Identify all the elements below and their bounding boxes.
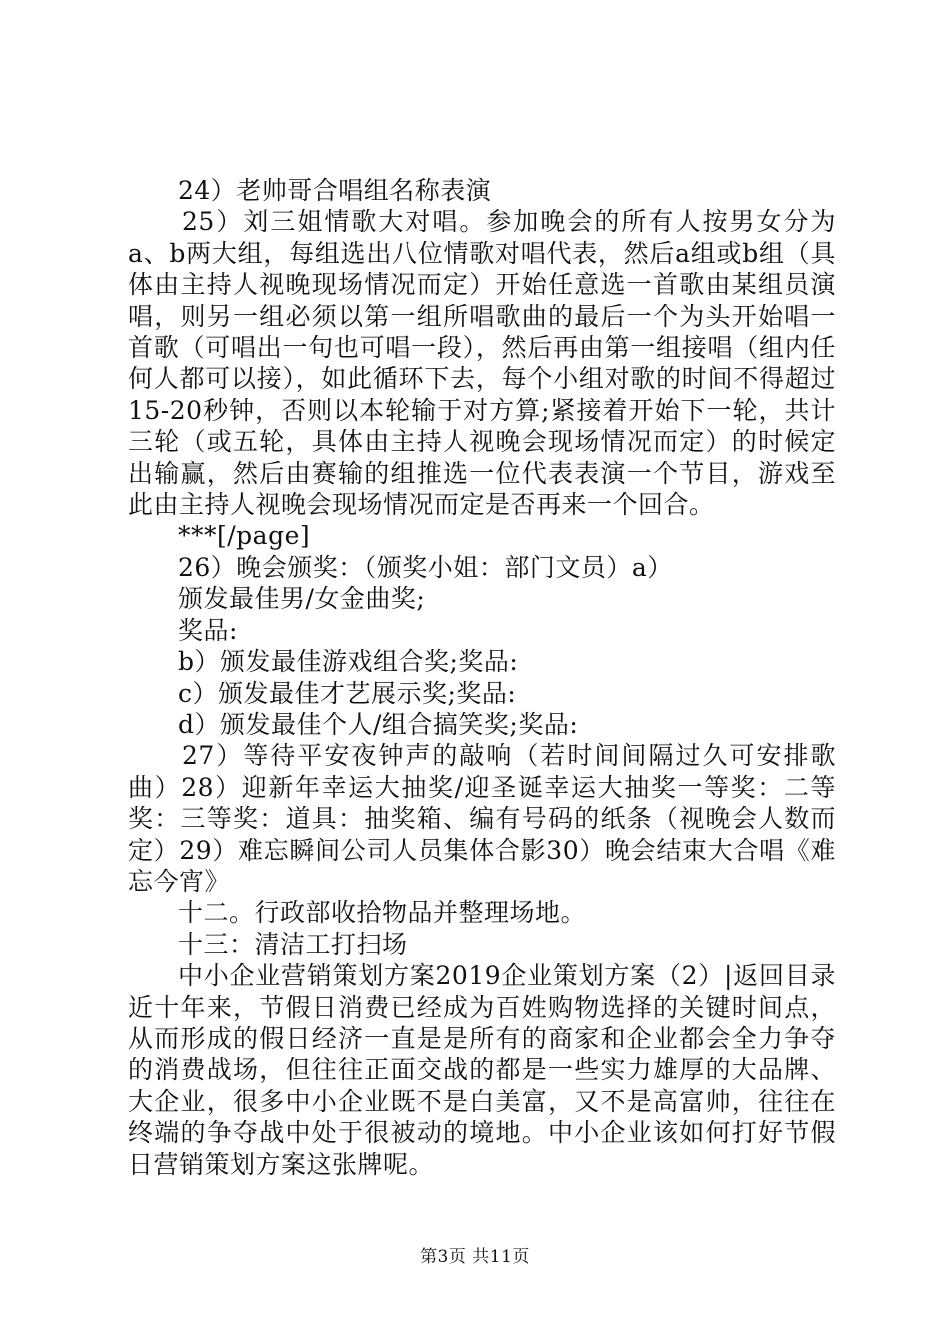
page-break-marker: ***[/page] [178, 521, 311, 551]
award-line-c: c）颁发最佳才艺展示奖;奖品: [178, 678, 517, 708]
paragraph-item-27-30: 27）等待平安夜钟声的敲响（若时间间隔过久可安排歌曲）28）迎新年幸运大抽奖/迎圣诞幸运大抽奖一等奖：二等奖：三等奖：道具：抽奖箱、编有号码的纸条（视晚会人数而定）29）难忘瞬间公司人员集体合影30）晚会结束大合唱《难忘今宵》 [128, 741, 836, 896]
award-line-b: b）颁发最佳游戏组合奖;奖品: [178, 647, 519, 677]
paragraph-item-24: 24）老帅哥合唱组名称表演 [178, 176, 492, 205]
section-thirteen: 十三：清洁工打扫场 [178, 929, 408, 959]
document-body [128, 175, 836, 1180]
award-line-a: 颁发最佳男/女金曲奖; [178, 584, 426, 614]
page-number-footer: 第3页 共11页 [420, 1247, 530, 1267]
section-twelve: 十二。行政部收拾物品并整理场地。 [178, 898, 587, 928]
paragraph-item-26: 26）晚会颁奖：（颁奖小姐：部门文员）a） [178, 552, 673, 582]
paragraph-item-25: 25）刘三姐情歌大对唱。参加晚会的所有人按男女分为a、b两大组，每组选出八位情歌对唱代表，然后a组或b组（具体由主持人视晚现场情况而定）开始任意选一首歌由某组员演唱，则另一组必须以第一组所唱歌曲的最后一个为头开始唱一首歌（可唱出一句也可唱一段），然后再由第一组接唱（组内任何人都可以接），如此循环下去，每个小组对歌的时间不得超过15-20秒钟，否则以本轮输于对方算;紧接着开始下一轮，共计三轮（或五轮，具体由主持人视晚会现场情况而定）的时候定出输赢，然后由赛输的组推选一位代表表演一个节目，游戏至此由主持人视晚会现场情况而定是否再来一个回合。 [128, 207, 836, 520]
prize-line-a: 奖品: [178, 615, 238, 645]
award-line-d: d）颁发最佳个人/组合搞笑奖;奖品: [178, 709, 579, 739]
marketing-plan-paragraph: 中小企业营销策划方案2019企业策划方案（2）|返回目录近十年来，节假日消费已经成为百姓购物选择的关键时间点，从而形成的假日经济一直是是所有的商家和企业都会全力争夺的消费战场，但往往正面交战的都是一些实力雄厚的大品牌、大企业，很多中小企业既不是白美富，又不是高富帅，往往在终端的争夺战中处于很被动的境地。中小企业该如何打好节假日营销策划方案这张牌呢。 [128, 961, 836, 1179]
